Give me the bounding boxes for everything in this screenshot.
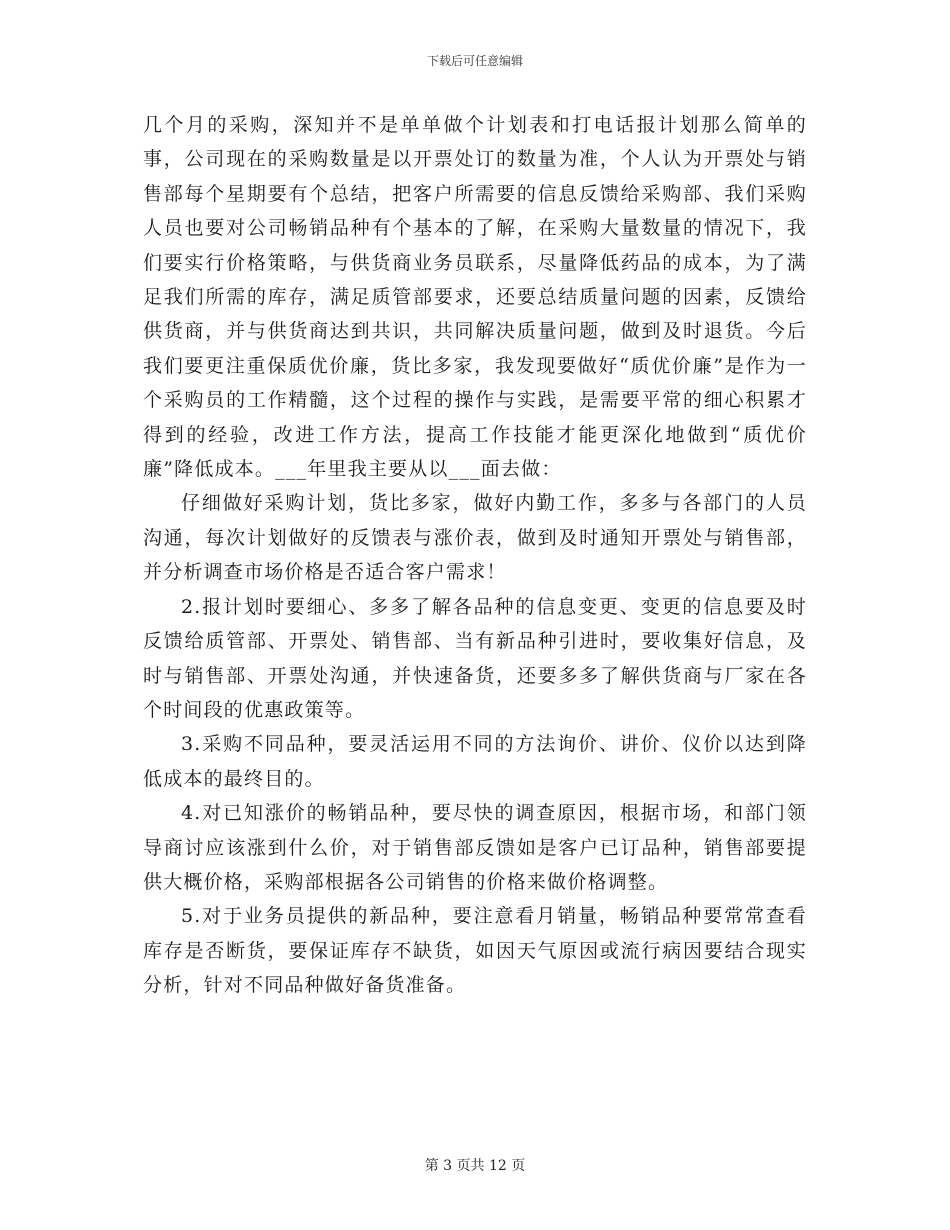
page-number: 第 3 页共 12 页 (424, 1158, 526, 1174)
paragraph-item-1: 仔细做好采购计划，货比多家，做好内勤工作，多多与各部门的人员沟通，每次计划做好的反馈表与涨价表，做到及时通知开票处与销售部，并分析调查市场价格是否适合客户需求！ (143, 492, 807, 584)
document-body (143, 108, 807, 1003)
page-header: 下载后可任意编辑 (426, 54, 523, 68)
paragraph-item-2: 2.报计划时要细心、多多了解各品种的信息变更、变更的信息要及时反馈给质管部、开票处、销售部、当有新品种引进时，要收集好信息，及时与销售部、开票处沟通，并快速备货，还要多多了解供货商与厂家在各个时间段的优惠政策等。 (143, 595, 807, 721)
paragraph-item-5: 5.对于业务员提供的新品种，要注意看月销量，畅销品种要常常查看库存是否断货，要保证库存不缺货，如因天气原因或流行病因要结合现实分析，针对不同品种做好备货准备。 (143, 905, 807, 997)
paragraph-item-4: 4.对已知涨价的畅销品种，要尽快的调查原因，根据市场，和部门领导商讨应该涨到什么价，对于销售部反馈如是客户已订品种，销售部要提供大概价格，采购部根据各公司销售的价格来做价格调整。 (143, 802, 807, 893)
paragraph-intro: 几个月的采购，深知并不是单单做个计划表和打电话报计划那么简单的事，公司现在的采购数量是以开票处订的数量为准，个人认为开票处与销售部每个星期要有个总结，把客户所需要的信息反馈给采购部、我们采购人员也要对公司畅销品种有个基本的了解，在采购大量数量的情况下，我们要实行价格策略，与供货商业务员联系，尽量降低药品的成本，为了满足我们所需的库存，满足质管部要求，还要总结质量问题的因素，反馈给供货商，并与供货商达到共识，共同解决质量问题，做到及时退货。今后我们要更注重保质优价廉，货比多家，我发现要做好“质优价廉”是作为一个采购员的工作精髓，这个过程的操作与实践，是需要平常的细心积累才得到的经验，改进工作方法，提高工作技能才能更深化地做到“质优价廉”降低成本。___年里我主要从以___面去做： (143, 114, 807, 481)
paragraph-item-3: 3.采购不同品种，要灵活运用不同的方法询价、讲价、仪价以达到降低成本的最终目的。 (143, 733, 807, 790)
